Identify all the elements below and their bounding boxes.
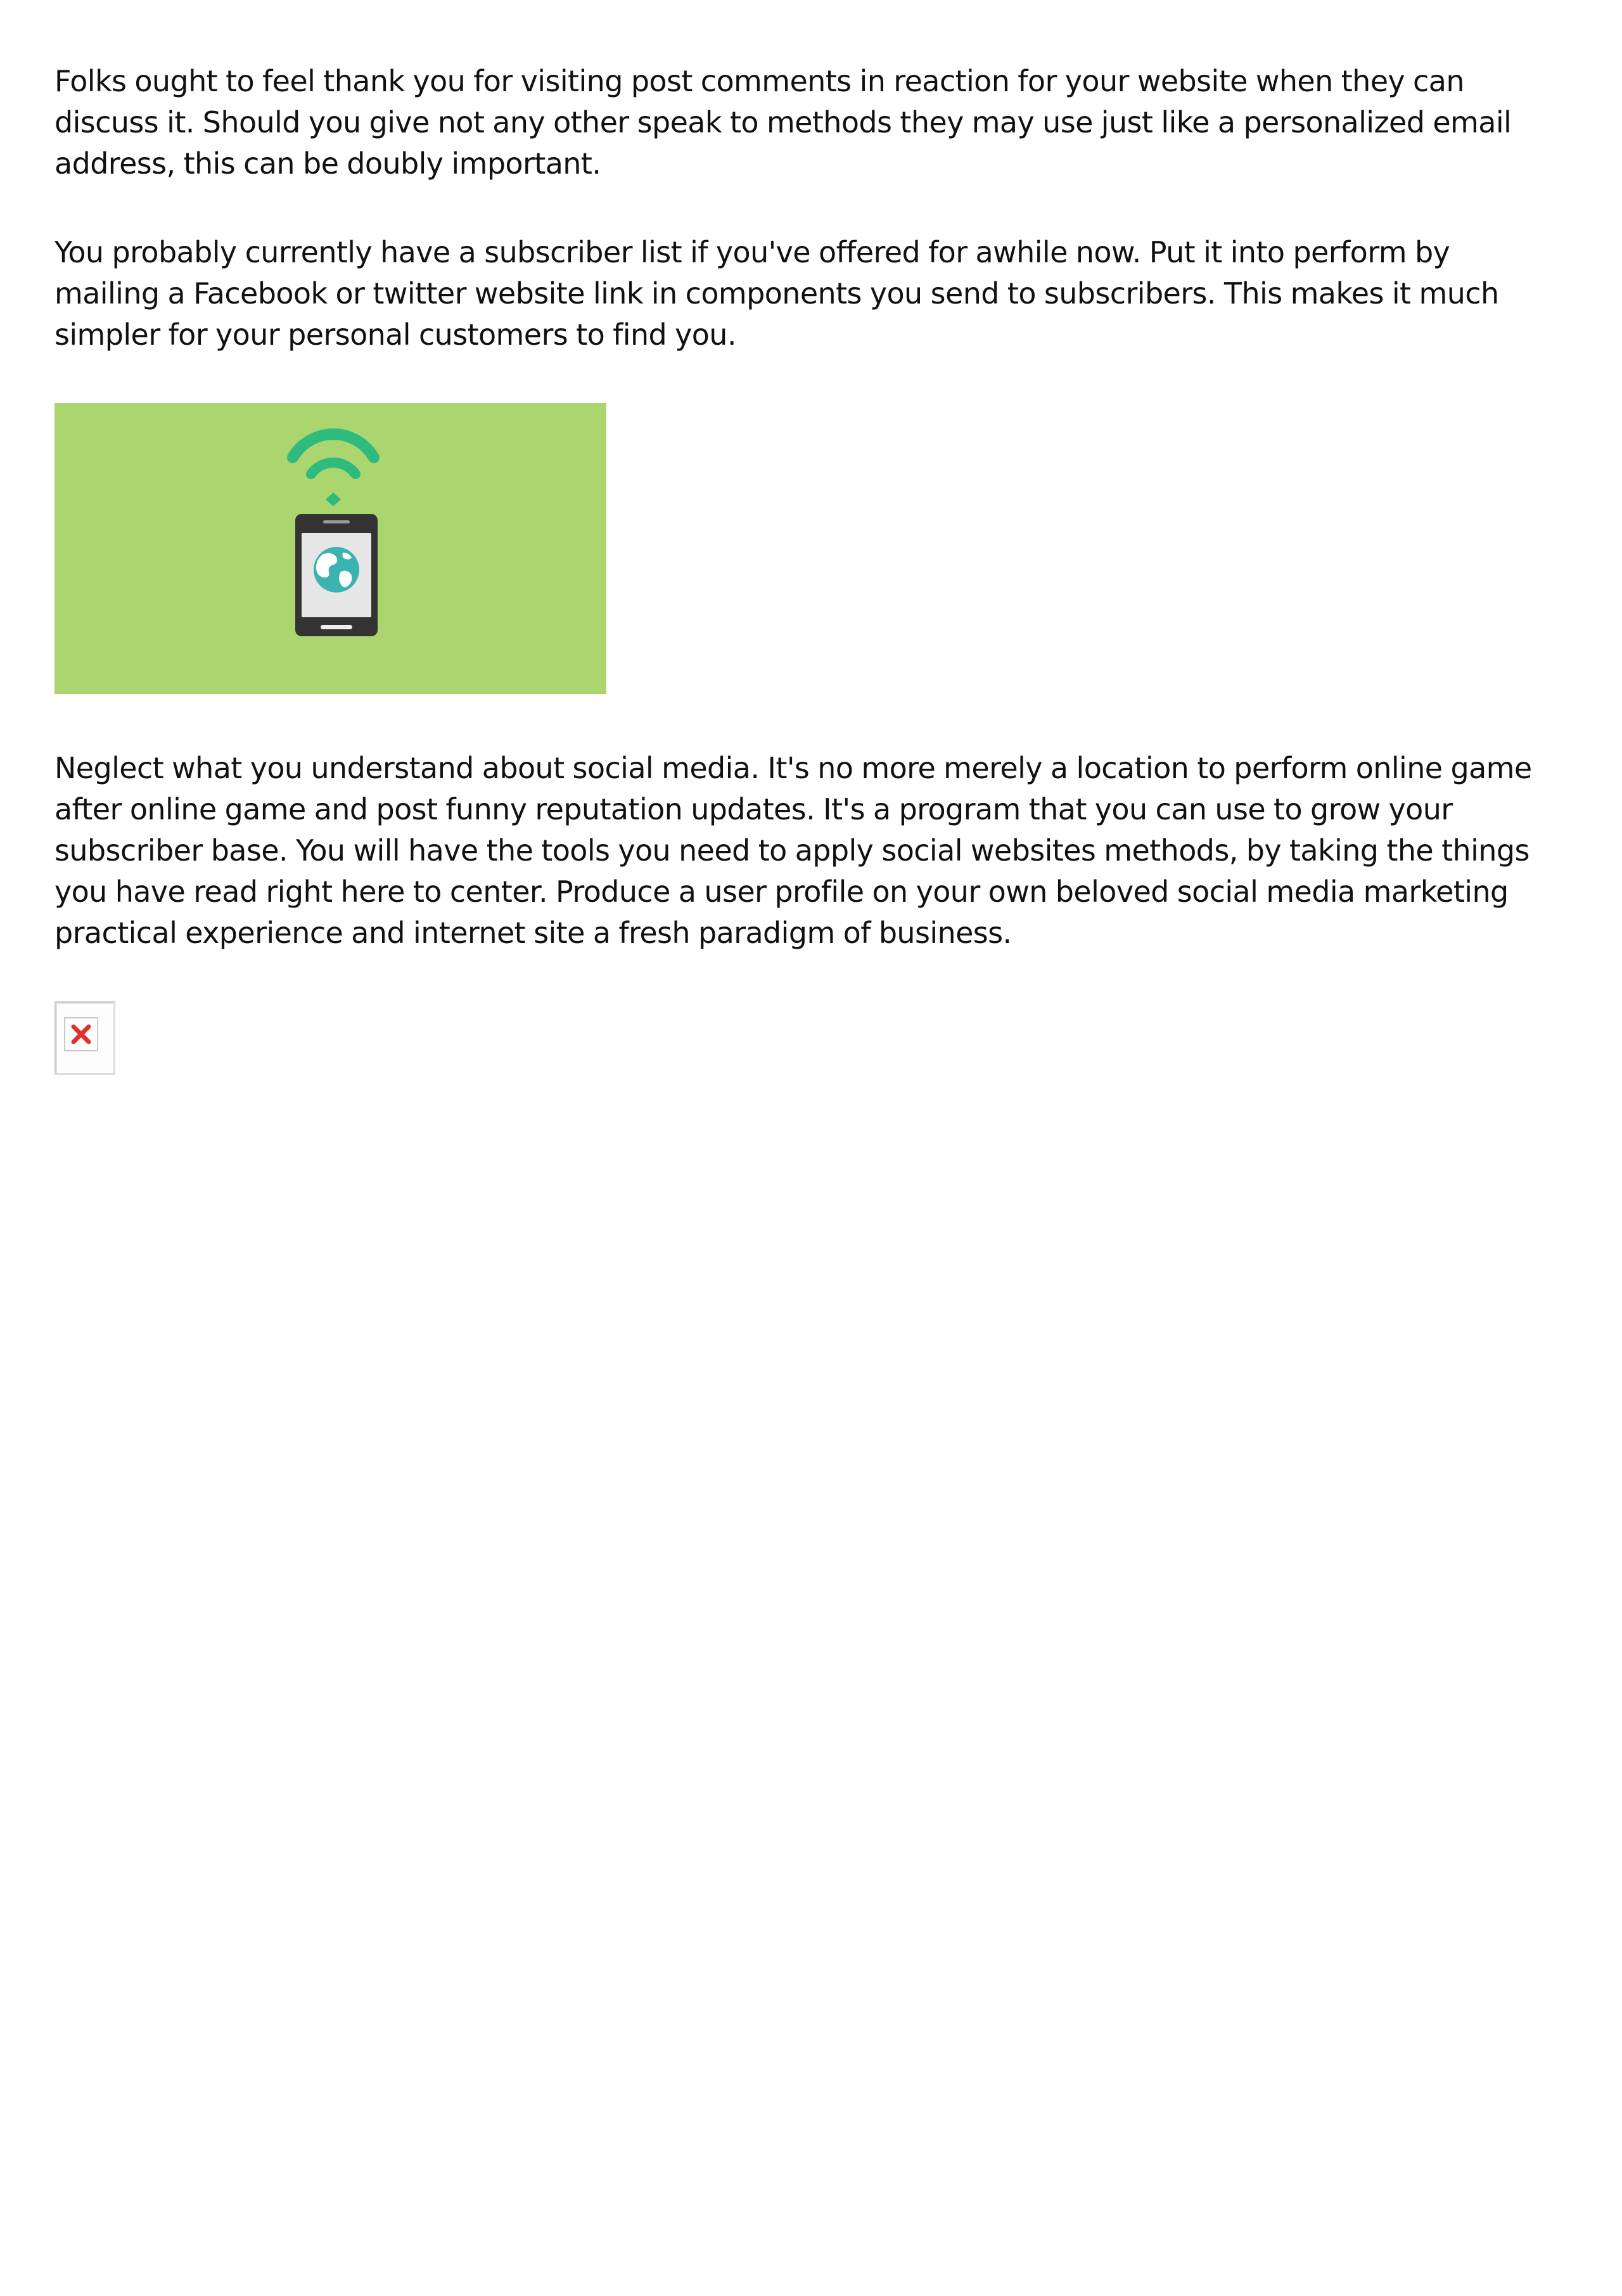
wifi-icon (293, 434, 374, 506)
paragraph-3: Neglect what you understand about social media. It's no more merely a location to perform online game after online game and post funny reputation updates. It's a program that you can use to grow your subscriber base. You will have the tools you need to apply social websites methods, by taking the things you have read right here to center. Produce a user profile on your own beloved social media marketing practical experience and internet site a fresh paradigm of business. (54, 751, 1532, 950)
document-page (54, 61, 1575, 1075)
broken-image-icon (64, 1017, 98, 1051)
paragraph-2: You probably currently have a subscriber list if you've offered for awhile now. Put it into perform by mailing a Facebook or twitter website link in components you send to subscribers. This makes it much simpler for your personal customers to find you. (54, 235, 1499, 352)
broken-image-placeholder (54, 1001, 115, 1075)
mobile-wifi-illustration (54, 403, 606, 694)
globe-icon (314, 547, 359, 593)
paragraph-1: Folks ought to feel thank you for visiting post comments in reaction for your website when they can discuss it. Should you give not any other speak to methods they may use just like a personalized email address, this can be doubly important. (54, 64, 1512, 181)
